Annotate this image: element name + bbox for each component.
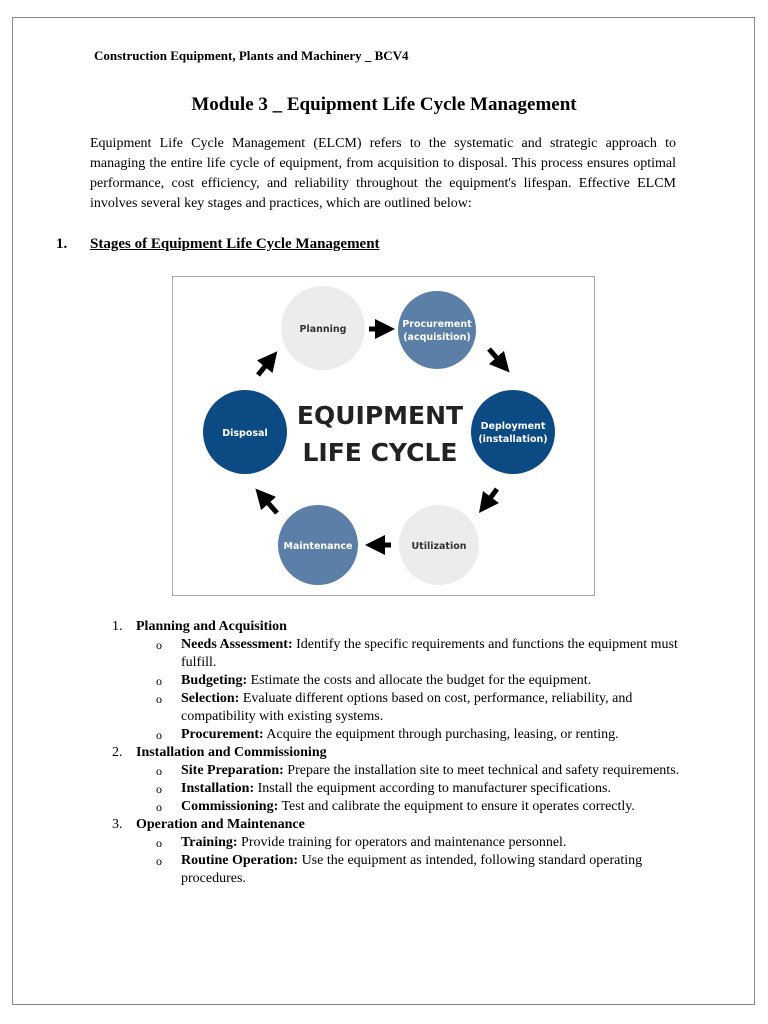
arrow-deployment-utilization [485, 489, 497, 505]
list-item [112, 744, 692, 762]
bullet-icon: o [156, 854, 162, 868]
bullet-icon: o [156, 674, 162, 688]
sub-item [112, 672, 692, 690]
list-item-title: Operation and Maintenance [136, 817, 305, 832]
bullet-icon: o [156, 728, 162, 742]
arrow-procurement-deployment [489, 349, 503, 365]
diagram-center-line2: LIFE CYCLE [302, 438, 458, 467]
node-deployment [471, 390, 555, 474]
diagram-center-line1: EQUIPMENT [296, 401, 464, 430]
sub-item-term: Procurement: [181, 727, 264, 742]
sub-item-term: Commissioning: [181, 799, 279, 814]
sub-item-text: Prepare the installation site to meet technical and safety requirements. [283, 763, 680, 778]
node-label: Procurement [402, 319, 472, 330]
sub-item [112, 636, 692, 672]
node-circle [471, 390, 555, 474]
node-label: Utilization [411, 541, 467, 552]
sub-item [112, 726, 692, 744]
list-item-number: 1. [112, 619, 123, 634]
node-planning [281, 286, 365, 370]
section-number: 1. [56, 236, 68, 252]
sub-item-text: Install the equipment according to manufacturer specifications. [254, 781, 611, 796]
list-item-title: Installation and Commissioning [136, 745, 327, 760]
sub-item-term: Routine Operation: [181, 853, 299, 868]
sub-item-text: Estimate the costs and allocate the budget for the equipment. [247, 673, 592, 688]
page-title: Module 3 _ Equipment Life Cycle Management [191, 94, 577, 115]
sub-item-text: Use the equipment as intended, following standard operating procedures. [181, 853, 643, 886]
node-sublabel: (installation) [478, 434, 548, 445]
life-cycle-diagram [172, 276, 595, 596]
list-item [112, 816, 692, 834]
list-item [112, 618, 692, 636]
sub-item-text: Evaluate different options based on cost, performance, reliability, and compatibility with existing systems. [181, 691, 633, 724]
node-sublabel: (acquisition) [403, 332, 471, 343]
sub-item [112, 798, 692, 816]
sub-item-text: Test and calibrate the equipment to ensure it operates correctly. [278, 799, 635, 814]
sub-item [112, 762, 692, 780]
arrow-disposal-planning [258, 359, 271, 375]
bullet-icon: o [156, 764, 162, 778]
list-item-number: 3. [112, 817, 123, 832]
section-title: Stages of Equipment Life Cycle Management [90, 236, 380, 252]
sub-item-term: Selection: [181, 691, 240, 706]
list-item-title: Planning and Acquisition [136, 619, 287, 634]
intro-paragraph: Equipment Life Cycle Management (ELCM) refers to the systematic and strategic approach to managing the entire life cycle of equipment, from acquisition to disposal. This process ensures optimal performance, cost efficiency, and reliability throughout the equipment's lifespan. Effective ELCM involves several key stages and practices, which are outlined below: [90, 136, 676, 211]
sub-item-term: Training: [181, 835, 238, 850]
sub-item-text: Provide training for operators and maintenance personnel. [237, 835, 567, 850]
node-disposal [203, 390, 287, 474]
list-item-number: 2. [112, 745, 123, 760]
node-procurement [398, 291, 476, 369]
bullet-icon: o [156, 800, 162, 814]
document-header: Construction Equipment, Plants and Machinery _ BCV4 [94, 48, 409, 63]
bullet-icon: o [156, 638, 162, 652]
node-maintenance [278, 505, 358, 585]
node-label: Disposal [222, 428, 268, 439]
bullet-icon: o [156, 836, 162, 850]
bullet-icon: o [156, 692, 162, 706]
node-label: Deployment [480, 421, 546, 432]
sub-item-term: Budgeting: [181, 673, 248, 688]
section-heading [56, 236, 380, 253]
sub-item [112, 834, 692, 852]
sub-item-text: Acquire the equipment through purchasing, leasing, or renting. [263, 727, 619, 742]
sub-item [112, 690, 692, 726]
arrow-maintenance-disposal [262, 496, 277, 513]
stages-list [112, 618, 692, 888]
sub-item-term: Needs Assessment: [181, 637, 293, 652]
node-utilization [399, 505, 479, 585]
sub-item-term: Site Preparation: [181, 763, 284, 778]
node-label: Planning [299, 324, 347, 335]
sub-item [112, 780, 692, 798]
sub-item [112, 852, 692, 888]
sub-item-text: Identify the specific requirements and functions the equipment must fulfill. [181, 637, 678, 670]
sub-item-term: Installation: [181, 781, 255, 796]
node-label: Maintenance [283, 541, 353, 552]
bullet-icon: o [156, 782, 162, 796]
node-circle [398, 291, 476, 369]
